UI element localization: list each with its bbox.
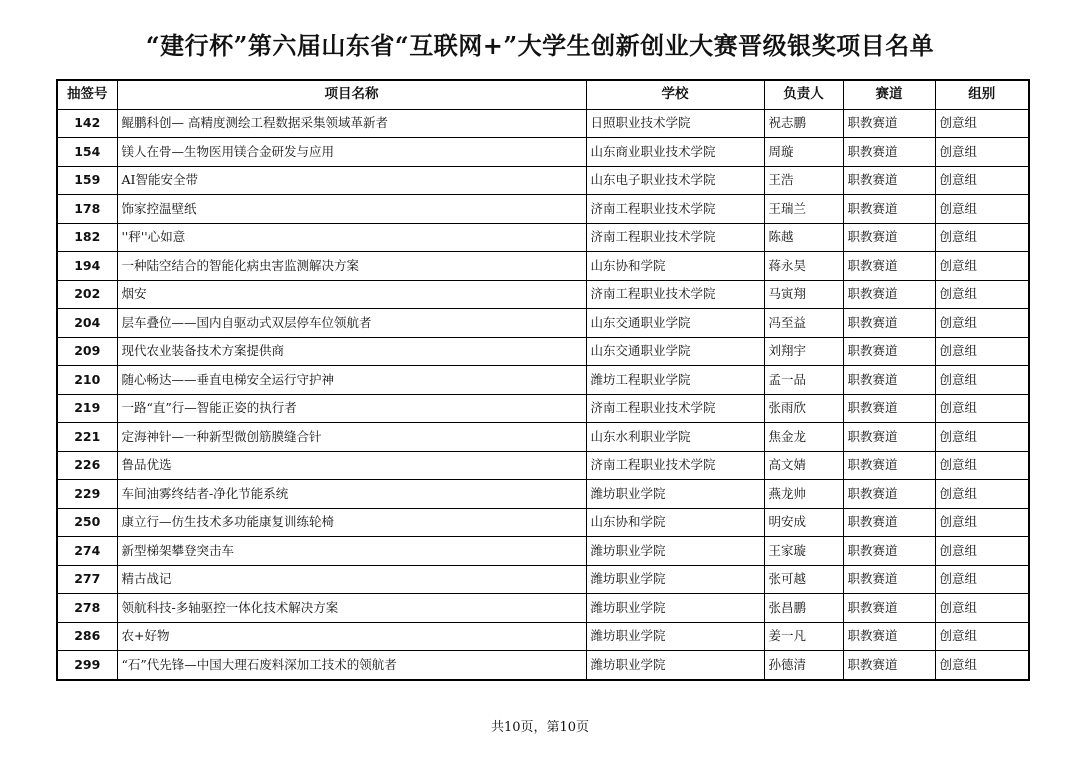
cell-draw-number: 178 bbox=[57, 195, 117, 224]
cell-group: 创意组 bbox=[935, 451, 1029, 480]
cell-leader: 高文婧 bbox=[764, 451, 843, 480]
cell-school: 济南工程职业技术学院 bbox=[586, 195, 764, 224]
cell-draw-number: 221 bbox=[57, 423, 117, 452]
table-row bbox=[57, 366, 1029, 395]
cell-group: 创意组 bbox=[935, 138, 1029, 167]
cell-school: 潍坊职业学院 bbox=[586, 537, 764, 566]
cell-draw-number: 226 bbox=[57, 451, 117, 480]
table-row bbox=[57, 451, 1029, 480]
table-row bbox=[57, 565, 1029, 594]
cell-group: 创意组 bbox=[935, 309, 1029, 338]
cell-project-name: 饰家控温壁纸 bbox=[117, 195, 586, 224]
cell-group: 创意组 bbox=[935, 109, 1029, 138]
table-row bbox=[57, 309, 1029, 338]
page-title: “建行杯”第六届山东省“互联网+”大学生创新创业大赛晋级银奖项目名单 bbox=[145, 31, 935, 60]
cell-project-name: 镁人在骨—生物医用镁合金研发与应用 bbox=[117, 138, 586, 167]
cell-school: 济南工程职业技术学院 bbox=[586, 451, 764, 480]
table-row bbox=[57, 252, 1029, 281]
cell-leader: 周璇 bbox=[764, 138, 843, 167]
cell-school: 潍坊职业学院 bbox=[586, 651, 764, 680]
cell-project-name: 新型梯架攀登突击车 bbox=[117, 537, 586, 566]
cell-school: 山东水利职业学院 bbox=[586, 423, 764, 452]
cell-track: 职教赛道 bbox=[843, 451, 935, 480]
cell-draw-number: 229 bbox=[57, 480, 117, 509]
cell-track: 职教赛道 bbox=[843, 337, 935, 366]
table-row bbox=[57, 195, 1029, 224]
cell-school: 山东协和学院 bbox=[586, 252, 764, 281]
table-row bbox=[57, 223, 1029, 252]
cell-track: 职教赛道 bbox=[843, 138, 935, 167]
cell-leader: 蒋永昊 bbox=[764, 252, 843, 281]
table-row bbox=[57, 651, 1029, 680]
cell-group: 创意组 bbox=[935, 480, 1029, 509]
cell-school: 济南工程职业技术学院 bbox=[586, 280, 764, 309]
table-row bbox=[57, 337, 1029, 366]
cell-track: 职教赛道 bbox=[843, 594, 935, 623]
cell-project-name: 一路“直”行—智能正姿的执行者 bbox=[117, 394, 586, 423]
cell-track: 职教赛道 bbox=[843, 166, 935, 195]
cell-group: 创意组 bbox=[935, 423, 1029, 452]
cell-group: 创意组 bbox=[935, 622, 1029, 651]
cell-draw-number: 299 bbox=[57, 651, 117, 680]
cell-leader: 陈越 bbox=[764, 223, 843, 252]
cell-draw-number: 202 bbox=[57, 280, 117, 309]
cell-group: 创意组 bbox=[935, 537, 1029, 566]
cell-project-name: 随心畅达——垂直电梯安全运行守护神 bbox=[117, 366, 586, 395]
cell-group: 创意组 bbox=[935, 394, 1029, 423]
table-row bbox=[57, 166, 1029, 195]
table-row bbox=[57, 508, 1029, 537]
table-row bbox=[57, 109, 1029, 138]
cell-draw-number: 274 bbox=[57, 537, 117, 566]
cell-school: 潍坊职业学院 bbox=[586, 594, 764, 623]
cell-project-name: 鲲鹏科创— 高精度测绘工程数据采集领域革新者 bbox=[117, 109, 586, 138]
cell-project-name: ''秤''心如意 bbox=[117, 223, 586, 252]
column-header-project-name: 项目名称 bbox=[117, 80, 586, 109]
cell-leader: 姜一凡 bbox=[764, 622, 843, 651]
table-row bbox=[57, 480, 1029, 509]
table-row bbox=[57, 423, 1029, 452]
cell-group: 创意组 bbox=[935, 166, 1029, 195]
cell-project-name: 康立行—仿生技术多功能康复训练轮椅 bbox=[117, 508, 586, 537]
cell-draw-number: 154 bbox=[57, 138, 117, 167]
page-footer: 共10页，第10页 bbox=[490, 720, 590, 735]
cell-leader: 马寅翔 bbox=[764, 280, 843, 309]
cell-school: 潍坊工程职业学院 bbox=[586, 366, 764, 395]
cell-group: 创意组 bbox=[935, 337, 1029, 366]
cell-track: 职教赛道 bbox=[843, 508, 935, 537]
cell-project-name: 农+好物 bbox=[117, 622, 586, 651]
cell-leader: 孟一品 bbox=[764, 366, 843, 395]
cell-school: 山东交通职业学院 bbox=[586, 309, 764, 338]
cell-leader: 孙德清 bbox=[764, 651, 843, 680]
cell-track: 职教赛道 bbox=[843, 280, 935, 309]
column-header-group: 组别 bbox=[935, 80, 1029, 109]
cell-leader: 王浩 bbox=[764, 166, 843, 195]
cell-school: 潍坊职业学院 bbox=[586, 565, 764, 594]
cell-group: 创意组 bbox=[935, 565, 1029, 594]
cell-project-name: 领航科技-多轴驱控一体化技术解决方案 bbox=[117, 594, 586, 623]
cell-leader: 焦金龙 bbox=[764, 423, 843, 452]
cell-school: 日照职业技术学院 bbox=[586, 109, 764, 138]
table-row bbox=[57, 138, 1029, 167]
cell-track: 职教赛道 bbox=[843, 109, 935, 138]
cell-project-name: 一种陆空结合的智能化病虫害监测解决方案 bbox=[117, 252, 586, 281]
cell-track: 职教赛道 bbox=[843, 252, 935, 281]
cell-group: 创意组 bbox=[935, 195, 1029, 224]
cell-track: 职教赛道 bbox=[843, 480, 935, 509]
table-row bbox=[57, 537, 1029, 566]
cell-leader: 冯至益 bbox=[764, 309, 843, 338]
cell-project-name: 车间油雾终结者-净化节能系统 bbox=[117, 480, 586, 509]
cell-project-name: 烟安 bbox=[117, 280, 586, 309]
cell-school: 山东电子职业技术学院 bbox=[586, 166, 764, 195]
cell-leader: 张昌鹏 bbox=[764, 594, 843, 623]
cell-school: 山东商业职业技术学院 bbox=[586, 138, 764, 167]
award-table bbox=[56, 79, 1030, 681]
cell-track: 职教赛道 bbox=[843, 651, 935, 680]
cell-group: 创意组 bbox=[935, 280, 1029, 309]
table-row bbox=[57, 622, 1029, 651]
cell-draw-number: 286 bbox=[57, 622, 117, 651]
cell-leader: 刘翔宇 bbox=[764, 337, 843, 366]
column-header-school: 学校 bbox=[586, 80, 764, 109]
cell-project-name: 现代农业装备技术方案提供商 bbox=[117, 337, 586, 366]
cell-leader: 张雨欣 bbox=[764, 394, 843, 423]
table-row bbox=[57, 394, 1029, 423]
cell-track: 职教赛道 bbox=[843, 565, 935, 594]
cell-school: 山东交通职业学院 bbox=[586, 337, 764, 366]
cell-project-name: AI智能安全带 bbox=[117, 166, 586, 195]
cell-group: 创意组 bbox=[935, 366, 1029, 395]
cell-draw-number: 278 bbox=[57, 594, 117, 623]
cell-group: 创意组 bbox=[935, 223, 1029, 252]
cell-track: 职教赛道 bbox=[843, 394, 935, 423]
cell-group: 创意组 bbox=[935, 508, 1029, 537]
column-header-draw-number: 抽签号 bbox=[57, 80, 117, 109]
cell-school: 潍坊职业学院 bbox=[586, 480, 764, 509]
cell-leader: 祝志鹏 bbox=[764, 109, 843, 138]
cell-school: 山东协和学院 bbox=[586, 508, 764, 537]
cell-project-name: 鲁品优选 bbox=[117, 451, 586, 480]
cell-track: 职教赛道 bbox=[843, 195, 935, 224]
cell-leader: 燕龙帅 bbox=[764, 480, 843, 509]
cell-leader: 张可越 bbox=[764, 565, 843, 594]
cell-draw-number: 209 bbox=[57, 337, 117, 366]
cell-group: 创意组 bbox=[935, 252, 1029, 281]
cell-draw-number: 204 bbox=[57, 309, 117, 338]
cell-track: 职教赛道 bbox=[843, 423, 935, 452]
cell-draw-number: 159 bbox=[57, 166, 117, 195]
cell-track: 职教赛道 bbox=[843, 309, 935, 338]
table-body bbox=[57, 109, 1029, 680]
cell-group: 创意组 bbox=[935, 594, 1029, 623]
cell-leader: 王瑞兰 bbox=[764, 195, 843, 224]
cell-draw-number: 210 bbox=[57, 366, 117, 395]
column-header-leader: 负责人 bbox=[764, 80, 843, 109]
cell-draw-number: 277 bbox=[57, 565, 117, 594]
cell-track: 职教赛道 bbox=[843, 537, 935, 566]
cell-leader: 王家璇 bbox=[764, 537, 843, 566]
cell-draw-number: 219 bbox=[57, 394, 117, 423]
table-row bbox=[57, 594, 1029, 623]
table-row bbox=[57, 280, 1029, 309]
cell-track: 职教赛道 bbox=[843, 223, 935, 252]
cell-project-name: 精古战记 bbox=[117, 565, 586, 594]
column-header-track: 赛道 bbox=[843, 80, 935, 109]
cell-leader: 明安成 bbox=[764, 508, 843, 537]
cell-draw-number: 142 bbox=[57, 109, 117, 138]
cell-project-name: “石”代先锋—中国大理石废料深加工技术的领航者 bbox=[117, 651, 586, 680]
cell-draw-number: 182 bbox=[57, 223, 117, 252]
cell-draw-number: 250 bbox=[57, 508, 117, 537]
cell-draw-number: 194 bbox=[57, 252, 117, 281]
cell-school: 济南工程职业技术学院 bbox=[586, 394, 764, 423]
cell-school: 潍坊职业学院 bbox=[586, 622, 764, 651]
cell-project-name: 定海神针—一种新型微创筋膜缝合针 bbox=[117, 423, 586, 452]
cell-school: 济南工程职业技术学院 bbox=[586, 223, 764, 252]
table-header-row bbox=[57, 80, 1029, 109]
cell-track: 职教赛道 bbox=[843, 366, 935, 395]
cell-group: 创意组 bbox=[935, 651, 1029, 680]
cell-track: 职教赛道 bbox=[843, 622, 935, 651]
cell-project-name: 层车叠位——国内自驱动式双层停车位领航者 bbox=[117, 309, 586, 338]
